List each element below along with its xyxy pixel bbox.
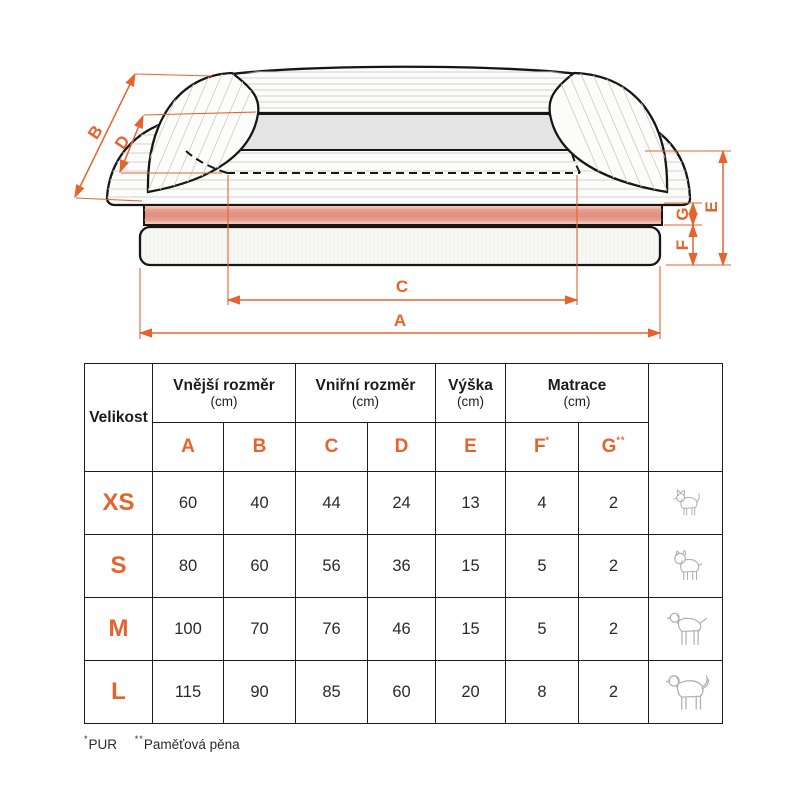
- inner-dimension-label: Vniřní rozměr: [315, 377, 416, 394]
- column-g: G**: [579, 423, 649, 472]
- dim-label-d: D: [111, 131, 134, 153]
- mattress-header: [506, 364, 649, 423]
- base-foam-layer: [140, 227, 660, 265]
- dim-label-f: F: [673, 239, 692, 251]
- table-row-l: [85, 661, 723, 724]
- dim-label-b: B: [84, 121, 107, 143]
- value-cell: 115: [153, 661, 224, 724]
- inner-cushion-area: [240, 114, 571, 150]
- value-cell: 13: [436, 472, 506, 535]
- size-label: L: [85, 661, 153, 724]
- memory-foam-layer: [144, 205, 662, 225]
- value-cell: 60: [153, 472, 224, 535]
- dim-label-e: E: [702, 201, 721, 213]
- size-column-header: Velikost: [85, 364, 153, 472]
- outer-dimension-header: [153, 364, 296, 423]
- value-cell: 56: [296, 535, 368, 598]
- mattress-unit: (cm): [563, 394, 591, 409]
- value-cell: 40: [224, 472, 296, 535]
- footnote-memory-foam: **Paměťová pěna: [134, 734, 240, 752]
- size-label: S: [85, 535, 153, 598]
- value-cell: 44: [296, 472, 368, 535]
- value-cell: 5: [506, 535, 579, 598]
- outer-dimension-label: Vnější rozměr: [173, 377, 275, 394]
- value-cell: 70: [224, 598, 296, 661]
- height-header: [436, 364, 506, 423]
- dog-xs-icon: [670, 488, 702, 518]
- value-cell: 4: [506, 472, 579, 535]
- size-table: [84, 363, 723, 724]
- dim-label-a: A: [393, 311, 407, 330]
- value-cell: 15: [436, 535, 506, 598]
- column-c: C: [296, 423, 368, 472]
- dog-column-header: [649, 364, 723, 472]
- inner-dimension-header: [296, 364, 436, 423]
- value-cell: 15: [436, 598, 506, 661]
- height-label: Výška: [448, 377, 493, 394]
- value-cell: 85: [296, 661, 368, 724]
- footnote: [84, 735, 254, 752]
- outer-dimension-unit: (cm): [210, 394, 238, 409]
- value-cell: 5: [506, 598, 579, 661]
- value-cell: 90: [224, 661, 296, 724]
- bed-diagram-svg: [0, 0, 800, 352]
- value-cell: 24: [368, 472, 436, 535]
- value-cell: 36: [368, 535, 436, 598]
- back-bolster: [215, 67, 595, 113]
- column-e: E: [436, 423, 506, 472]
- column-f: F*: [506, 423, 579, 472]
- mattress-label: Matrace: [547, 377, 607, 394]
- size-label: XS: [85, 472, 153, 535]
- table-row-m: [85, 598, 723, 661]
- column-b: B: [224, 423, 296, 472]
- value-cell: 20: [436, 661, 506, 724]
- size-label: M: [85, 598, 153, 661]
- dog-l-icon: [663, 671, 709, 713]
- value-cell: 2: [579, 598, 649, 661]
- column-a: A: [153, 423, 224, 472]
- value-cell: 2: [579, 661, 649, 724]
- value-cell: 2: [579, 472, 649, 535]
- value-cell: 100: [153, 598, 224, 661]
- value-cell: 8: [506, 661, 579, 724]
- inner-dimension-unit: (cm): [352, 394, 379, 409]
- footnote-pur: *PUR: [84, 734, 118, 752]
- table-row-xs: [85, 472, 723, 535]
- value-cell: 76: [296, 598, 368, 661]
- dog-m-icon: [665, 610, 707, 648]
- value-cell: 80: [153, 535, 224, 598]
- dim-label-c: C: [395, 277, 409, 296]
- value-cell: 60: [368, 661, 436, 724]
- bed-dimension-diagram: [0, 0, 800, 352]
- value-cell: 60: [224, 535, 296, 598]
- column-d: D: [368, 423, 436, 472]
- dog-s-icon: [668, 549, 704, 583]
- value-cell: 46: [368, 598, 436, 661]
- value-cell: 2: [579, 535, 649, 598]
- height-unit: (cm): [457, 394, 484, 409]
- table-row-s: [85, 535, 723, 598]
- dim-label-g: G: [673, 207, 692, 221]
